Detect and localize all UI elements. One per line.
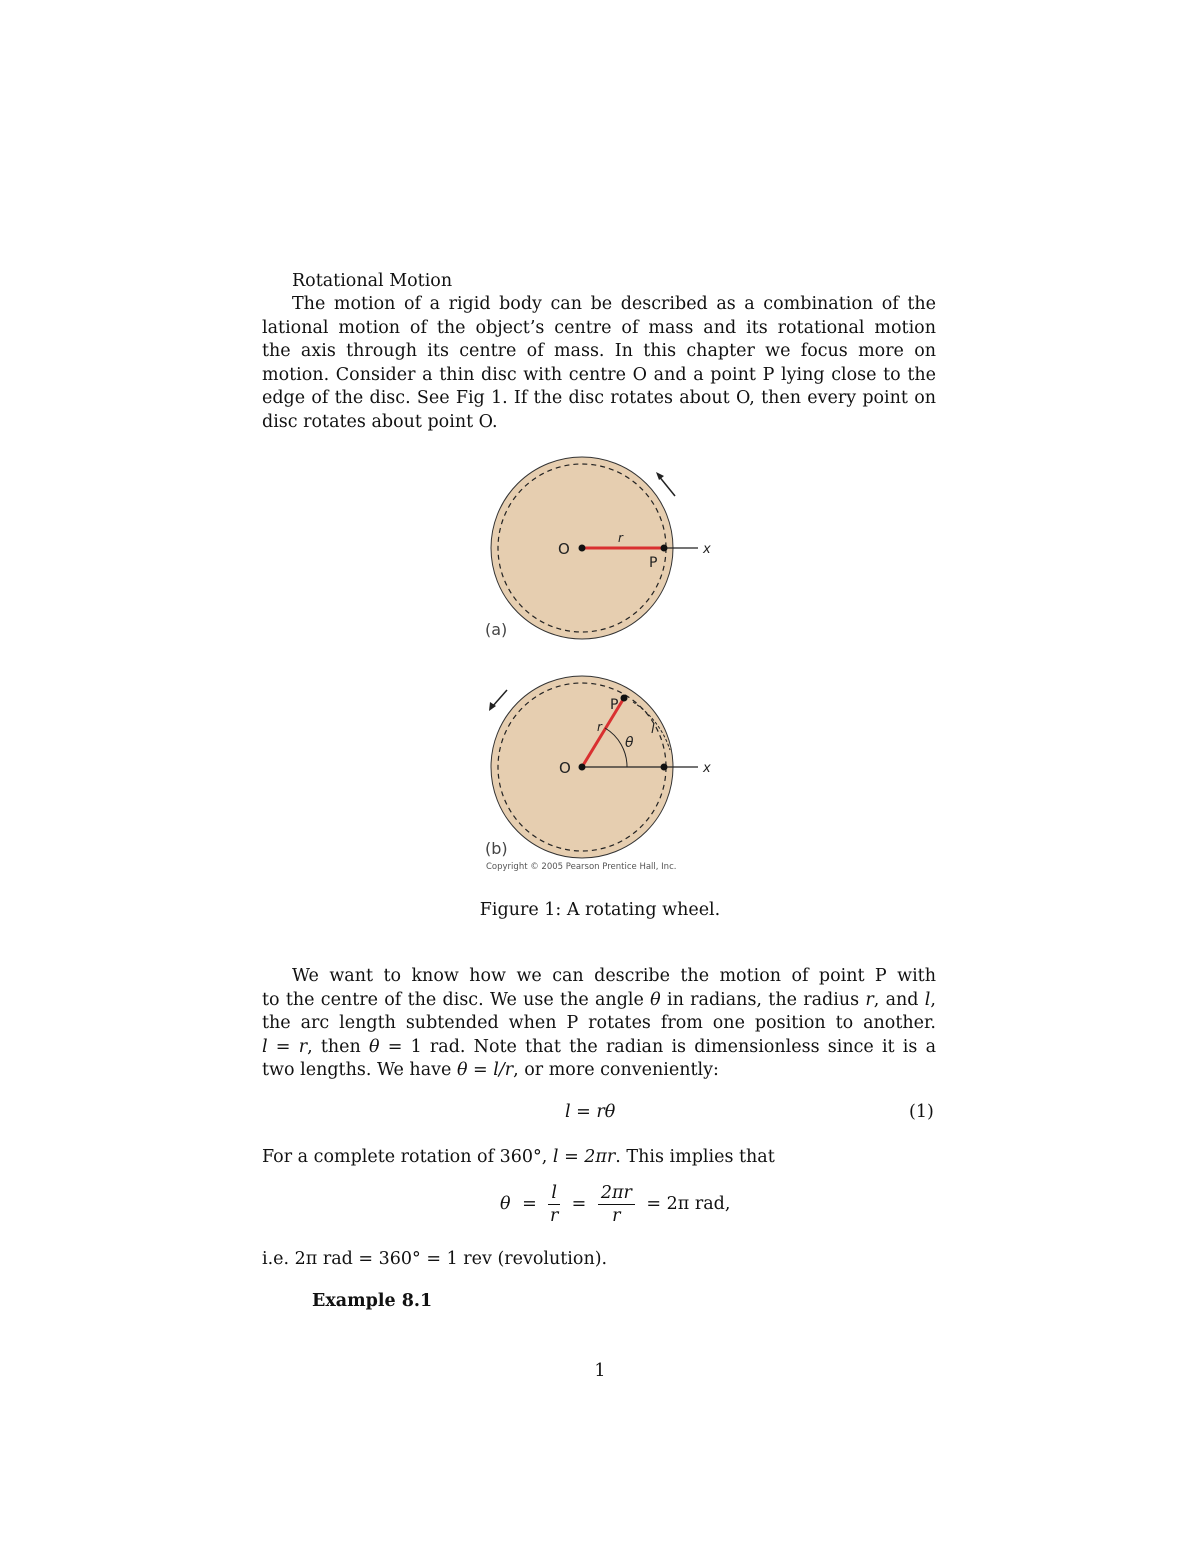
full-rotation-line bbox=[262, 1146, 775, 1170]
label-O-b: O bbox=[559, 759, 571, 777]
figure-panel-a bbox=[470, 455, 730, 650]
ie-line: i.e. 2π rad = 360° = 1 rev (revolution). bbox=[262, 1249, 608, 1269]
fraction-numerator: l bbox=[548, 1182, 560, 1205]
label-r-a: r bbox=[618, 531, 623, 545]
figure-caption: Figure 1: A rotating wheel. bbox=[479, 900, 721, 920]
page-number: 1 bbox=[594, 1361, 606, 1381]
math-r: r bbox=[865, 989, 874, 1010]
equation-1-number: (1) bbox=[909, 1102, 934, 1122]
math-theta: θ bbox=[650, 989, 661, 1010]
point-p-a bbox=[661, 545, 668, 552]
center-point-b bbox=[579, 764, 586, 771]
body-text: , and bbox=[873, 989, 925, 1010]
body-text: in radians, the radius bbox=[660, 989, 866, 1010]
rotation-arrow-a-head bbox=[656, 472, 664, 480]
intro-line: motion. Consider a thin disc with centre O and a point P lying close to the bbox=[262, 364, 936, 385]
intro-line: lational motion of the object’s centre of mass and its rotational motion bbox=[262, 317, 936, 338]
body-text: = 1 rad. Note that the radian is dimensionless since it is a bbox=[387, 1036, 936, 1057]
body-line bbox=[262, 989, 936, 1013]
start-point-b bbox=[661, 764, 668, 771]
intro-line: The motion of a rigid body can be described as a combination of the bbox=[292, 294, 936, 314]
body-text: two lengths. We have bbox=[262, 1060, 457, 1081]
theta-eq-lhs: θ bbox=[500, 1194, 511, 1214]
body-text: , or more conveniently: bbox=[513, 1060, 719, 1081]
body-line: We want to know how we can describe the motion of point P with bbox=[292, 966, 936, 986]
label-O-a: O bbox=[558, 540, 570, 558]
math-l: l bbox=[262, 1036, 268, 1057]
panel-label-a: (a) bbox=[485, 620, 508, 639]
figure-panel-b bbox=[470, 675, 740, 875]
label-r-b: r bbox=[597, 720, 602, 734]
eq1-equals: = bbox=[570, 1102, 597, 1122]
body-line bbox=[262, 1059, 936, 1083]
label-theta-b: θ bbox=[625, 735, 634, 751]
example-heading: Example 8.1 bbox=[312, 1291, 433, 1311]
fraction-2pir-over-r bbox=[598, 1182, 635, 1227]
body-line bbox=[262, 1036, 936, 1060]
intro-line: disc rotates about point O. bbox=[262, 411, 498, 432]
label-l-b: l bbox=[651, 722, 655, 737]
label-P-b: P bbox=[610, 697, 619, 713]
fraction-numerator: 2πr bbox=[598, 1182, 635, 1205]
math-theta-ratio: θ = l/r bbox=[456, 1060, 514, 1081]
theta-eq-result: = 2π rad, bbox=[646, 1194, 731, 1214]
math-r: r bbox=[298, 1036, 308, 1057]
eq1-lhs: l bbox=[565, 1102, 571, 1122]
fraction-denominator: r bbox=[612, 1206, 621, 1226]
body-text: , bbox=[930, 989, 936, 1010]
point-p-b bbox=[621, 695, 628, 702]
body-text: , then bbox=[307, 1036, 369, 1057]
label-P-a: P bbox=[649, 555, 658, 571]
body-text: For a complete rotation of 360°, bbox=[262, 1147, 553, 1167]
center-point-a bbox=[579, 545, 586, 552]
intro-line: the axis through its centre of mass. In this chapter we focus more on bbox=[262, 341, 936, 362]
panel-label-b: (b) bbox=[485, 839, 508, 858]
body-paragraph bbox=[262, 965, 936, 1083]
label-x-b: x bbox=[703, 761, 711, 776]
rotation-arrow-b-shaft bbox=[492, 690, 507, 707]
math-theta: θ bbox=[368, 1036, 380, 1057]
intro-line: edge of the disc. See Fig 1. If the disc rotates about O, then every point on bbox=[262, 388, 936, 409]
equation-1 bbox=[565, 1102, 615, 1122]
body-text: . This implies that bbox=[615, 1147, 775, 1167]
body-line: the arc length subtended when P rotates from one position to another. bbox=[262, 1013, 936, 1034]
theta-eq-equals: = bbox=[522, 1194, 537, 1214]
body-text: = bbox=[267, 1036, 299, 1057]
math-arc-full: l = 2πr bbox=[552, 1147, 616, 1167]
intro-paragraph bbox=[262, 293, 936, 435]
theta-eq-equals: = bbox=[571, 1194, 587, 1214]
fraction-l-over-r bbox=[548, 1182, 560, 1227]
theta-equation bbox=[500, 1182, 730, 1227]
section-title: Rotational Motion bbox=[292, 271, 453, 291]
math-l: l bbox=[924, 989, 931, 1010]
eq1-rhs: rθ bbox=[596, 1102, 616, 1122]
copyright-notice: Copyright © 2005 Pearson Prentice Hall, Inc. bbox=[486, 862, 677, 872]
label-x-a: x bbox=[703, 542, 711, 557]
body-text: to the centre of the disc. We use the angle bbox=[262, 989, 651, 1010]
fraction-denominator: r bbox=[549, 1206, 559, 1226]
